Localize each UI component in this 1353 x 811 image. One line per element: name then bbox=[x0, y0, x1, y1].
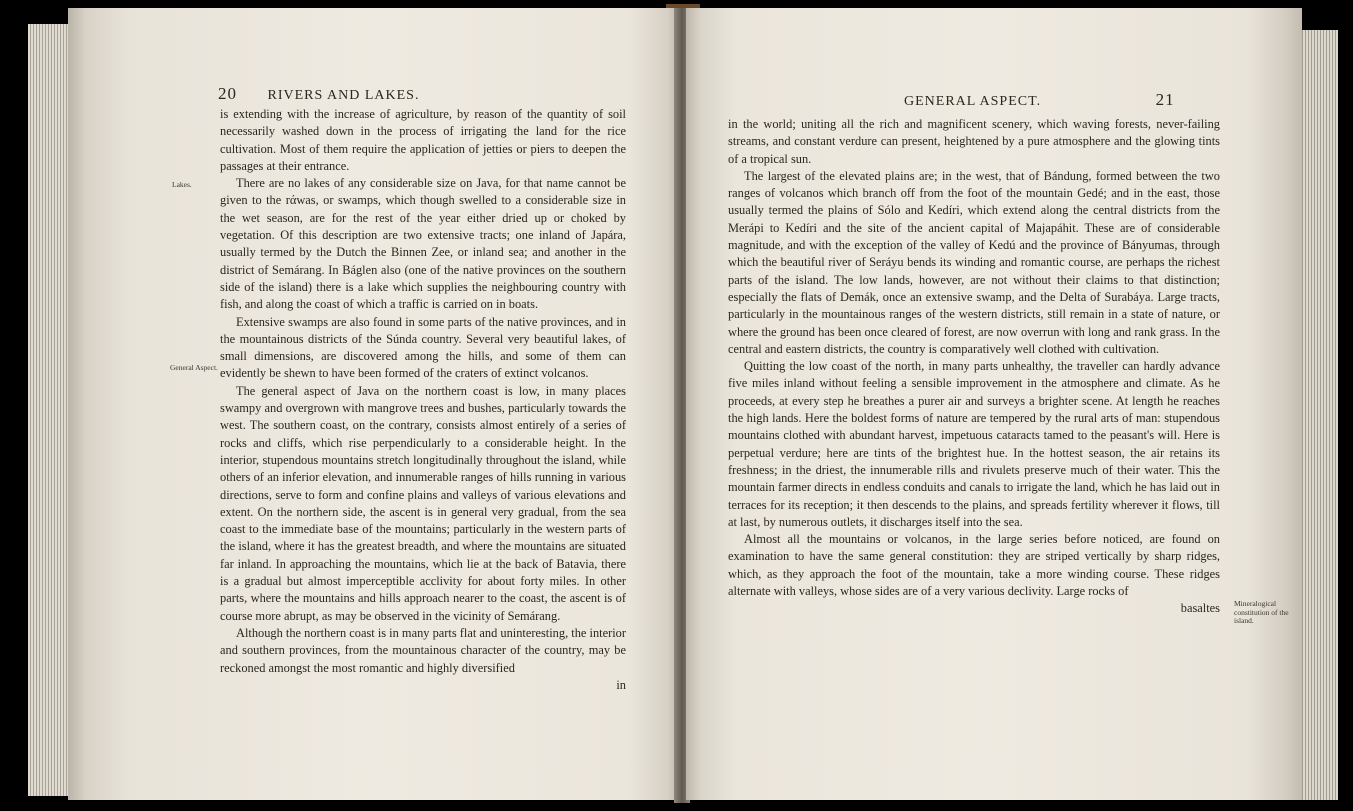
paragraph: is extending with the increase of agriculture, by reason of the quantity of soil necessarily washed down in the process of irrigating the land for the rice cultivation. Most of them require the application of jetties or piers to deepen the passages at their entrance. bbox=[220, 107, 626, 173]
side-note-mineralogical: Mineralogical constitution of the island. bbox=[1234, 599, 1289, 625]
right-page-header bbox=[904, 90, 1175, 110]
right-body-text bbox=[728, 116, 1220, 618]
paragraph: Extensive swamps are also found in some parts of the native provinces, and in the mountainous districts of the Súnda country. Several very beautiful lakes, of small dimensions, are discovered among the hills, and some of them can evidently be shewn to have been formed of the craters of extinct volcanos. bbox=[220, 314, 626, 381]
paragraph: The general aspect of Java on the northern coast is low, in many places swampy and overgrown with mangrove trees and bushes, particularly towards the west. The southern coast, on the contrary, consists almost entirely of a series of rocks and cliffs, which rise perpendicularly to a considerable height. In the interior, stupendous mountains stretch longitudinally throughout the island, while others of an inferior elevation, and innumerable ranges of hills running in various directions, serve to form and confine plains and valleys of various elevations and extent. On the northern side, the ascent is in general very gradual, from the sea coast to the immediate base of the mountains; particularly in the western parts of the island, where it has the greatest breadth, and where the mountains are situated far inland. In approaching the mountains, which lie at the back of Batavia, there is a gradual but almost imperceptible acclivity for about forty miles. In other parts, where the mountains and hills approach nearer to the coast, the ascent is of course more abrupt, as may be observed in the vicinity of Semárang. bbox=[220, 383, 626, 623]
paragraph: Almost all the mountains or volcanos, in the large series before noticed, are found on examination to have the same general constitution: they are striped vertically by sharp ridges, which, as they approach the foot of the mountain, take a more winding course. These ridges alternate with valleys, whose sides are of a very various declivity. Large rocks of bbox=[728, 532, 1220, 599]
page-edges-left bbox=[28, 24, 72, 796]
left-page-header bbox=[218, 84, 419, 104]
right-running-head: GENERAL ASPECT. bbox=[904, 94, 1042, 109]
catchword: in bbox=[616, 677, 626, 692]
page-edges-right bbox=[1300, 30, 1338, 800]
right-page bbox=[686, 8, 1302, 800]
paragraph: There are no lakes of any considerable size on Java, for that name cannot be given to the rάwas, or swamps, which though swelled to a considerable size in the wet season, are for the rest of the year either dried up or choked by vegetation. Of this description are two extensive tracts; one inland of Japára, usually termed by the Dutch the Binnen Zee, or inland sea; and another in the district of Semárang. In Báglen also (one of the native provinces on the southern side of the island) there is a lake which supplies the neighbouring country with fish, and along the coast of which a traffic is carried on in boats. bbox=[220, 176, 626, 312]
left-page-number: 20 bbox=[218, 84, 237, 103]
open-book bbox=[68, 8, 1308, 808]
left-page bbox=[68, 8, 678, 800]
side-note-general-aspect: General Aspect. bbox=[170, 363, 218, 372]
paragraph: The largest of the elevated plains are; in the west, that of Bándung, formed between the two ranges of volcanos which branch off from the foot of the mountain Gedé; and in the east, those usually termed the plains of Sólo and Kedíri, which extend along the central districts from the Merápi to Kedíri and the site of the ancient capital of Majapáhit. These are of considerable magnitude, and with the exception of the valley of Kedú and the province of Bányumas, through which the beautiful river of Seráyu bends its winding and romantic course, are perhaps the richest parts of the island. The low lands, however, are not without their claims to that distinction; especially the flats of Demák, once an extensive swamp, and the Delta of Surabáya. Large tracts, particularly in the mountainous ranges of the western districts, still remain in a state of nature, or where the ground has been once cleared of forest, are now overrun with long and rank grass. In the central and eastern districts, the country is comparatively well clothed with cultivation. bbox=[728, 168, 1220, 356]
paragraph: Quitting the low coast of the north, in many parts unhealthy, the traveller can hardly advance five miles inland without feeling a sensible improvement in the atmosphere and climate. As he proceeds, at every step he breathes a purer air and surveys a brighter scene. At length he reaches the high lands. Here the boldest forms of nature are tempered by the rural arts of man: stupendous mountains clothed with abundant harvest, impetuous cataracts tamed to the peasant's will. Here is perpetual verdure; here are tints of the brightest hue. In the hottest season, the air retains its freshness; in the driest, the innumerable rills and rivulets preserve much of their water. This the mountain farmer directs in endless conduits and canals to irrigate the land, which he has laid out in terraces for its reception; it then descends to the plains, and spreads fertility wherever it flows, till at last, by numerous outlets, it discharges itself into the sea. bbox=[728, 359, 1220, 529]
side-note-lakes: Lakes. bbox=[172, 180, 192, 189]
right-page-number: 21 bbox=[1155, 90, 1175, 109]
catchword: basaltes bbox=[1180, 601, 1220, 616]
paragraph: in the world; uniting all the rich and magnificent scenery, which waving forests, never-failing streams, and constant verdure can present, heightened by a pure atmosphere and the glowing tints of a tropical sun. bbox=[728, 117, 1220, 166]
left-body-text bbox=[220, 106, 626, 694]
paragraph: Although the northern coast is in many parts flat and uninteresting, the interior and southern provinces, from the mountainous character of the country, may be reckoned amongst the most romantic and highly diversified bbox=[220, 625, 626, 675]
left-running-head: RIVERS AND LAKES. bbox=[267, 88, 420, 103]
